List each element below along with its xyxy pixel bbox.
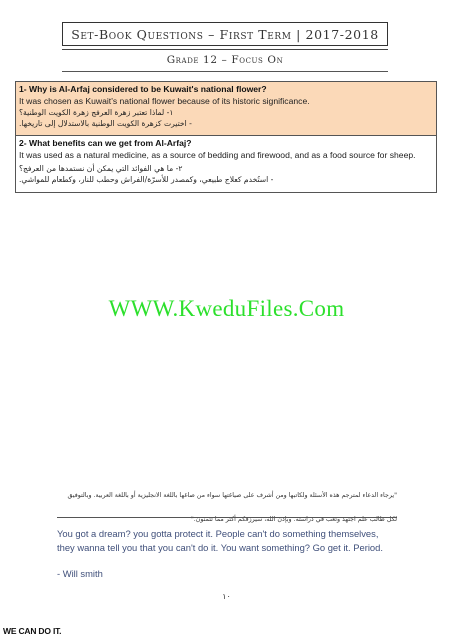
- quote-author: - Will smith: [57, 568, 103, 579]
- question-row: [16, 136, 436, 192]
- question-title: 2- What benefits can we get from Al-Arfaj?: [19, 138, 192, 148]
- arabic-question: ١- لماذا تعتبر زهرة العرفج زهرة الكويت الوطنية؟: [19, 108, 174, 117]
- quote-text: You got a dream? you gotta protect it. People can't do something themselves, they wanna tell you that you can't do it. You want something? Go get it. Period.: [57, 528, 383, 553]
- header-divider: [62, 49, 388, 50]
- watermark-link[interactable]: WWW.KweduFiles.Com: [108, 296, 345, 321]
- question-answer: It was chosen as Kuwait's national flower because of its historic significance.: [19, 96, 310, 106]
- footer-slogan: WE CAN DO IT.: [3, 626, 62, 636]
- question-title: 1- Why is Al-Arfaj considered to be Kuwait's national flower?: [19, 84, 267, 94]
- motivational-quote: [57, 527, 387, 581]
- arabic-answer: - اختيرت كزهرة الكويت الوطنية بالاستدلال إلى تاريخها.: [19, 119, 192, 128]
- page-title: Set-Book Questions – First Term | 2017-2018: [71, 26, 379, 42]
- arabic-answer: - استُخدم كعلاج طبيعي، وكمصدر للأسرّة/الفراش وحطب للنار، وكطعام للمواشي.: [19, 175, 274, 184]
- subtitle-divider: [62, 71, 388, 72]
- header-title-box: [62, 22, 388, 46]
- arabic-question: ٢- ما هي الفوائد التي يمكن أن نستمدها من العرفج؟: [19, 164, 183, 173]
- page-number: ١٠: [222, 592, 231, 601]
- questions-table: [15, 81, 437, 193]
- prayer-text: "يرجاء الدعاء لمترجم هذه الأسئلة ولكاتبها ومن أشرف على صياغتها سواء من صاغها باللغة الانجليزية أو باللغة العربية. وبالتوفيق لكل طالب علم اجتهد وتعب في دراسته. وبإذن الله، سيرزقكم أكثر مما تتمنون.": [67, 492, 397, 523]
- page-subtitle: Grade 12 – Focus On: [166, 54, 284, 66]
- question-row: [16, 82, 436, 136]
- question-answer: It was used as a natural medicine, as a source of bedding and firewood, and as a food source for sheep.: [19, 150, 416, 160]
- prayer-divider: [57, 517, 397, 518]
